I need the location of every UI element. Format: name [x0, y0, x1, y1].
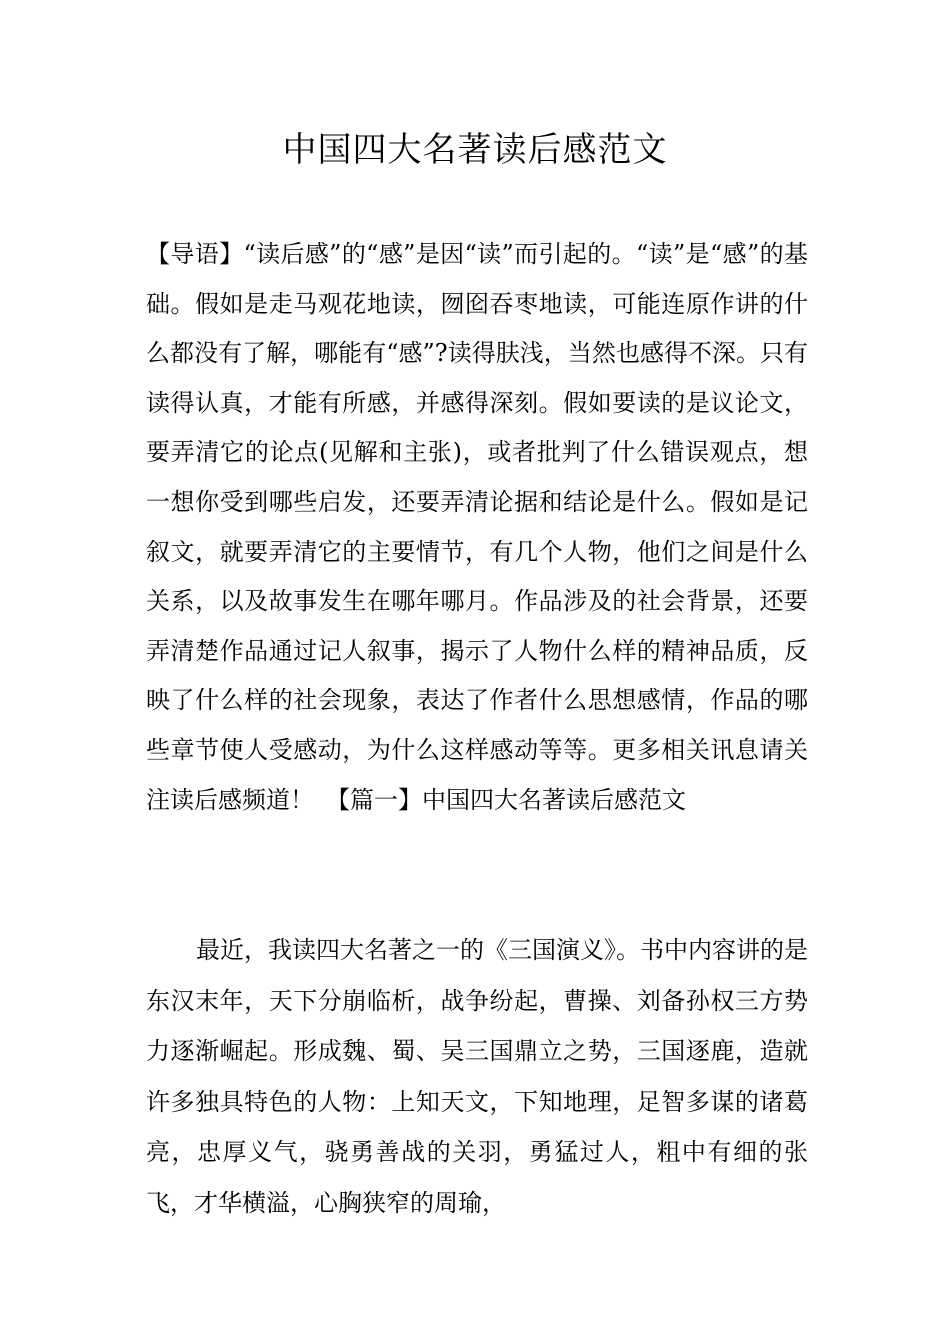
page-title: 中国四大名著读后感范文: [282, 130, 668, 170]
intro-paragraph: 【导语】“读后感”的“感”是因“读”而引起的。“读”是“感”的基础。假如是走马观花地读，囫囵吞枣地读，可能连原作讲的什么都没有了解，哪能有“感”?读得肤浅，当然也感得不深。只有读得认真，才能有所感，并感得深刻。假如要读的是议论文，要弄清它的论点(见解和主张)，或者批判了什么错误观点，想一想你受到哪些启发，还要弄清论据和结论是什么。假如是记叙文，就要弄清它的主要情节，有几个人物，他们之间是什么关系，以及故事发生在哪年哪月。作品涉及的社会背景，还要弄清楚作品通过记人叙事，揭示了人物什么样的精神品质，反映了什么样的社会现象，表达了作者什么思想感情，作品的哪些章节使人受感动，为什么这样感动等等。更多相关讯息请关注读后感频道！ 【篇一】中国四大名著读后感范文: [146, 240, 808, 814]
body-paragraph-1: 最近，我读四大名著之一的《三国演义》。书中内容讲的是东汉末年，天下分崩临析，战争纷起，曹操、刘备孙权三方势力逐渐崛起。形成魏、蜀、吴三国鼎立之势，三国逐鹿，造就许多独具特色的人物：上知天文，下知地理，足智多谋的诸葛亮，忠厚义气，骁勇善战的关羽，勇猛过人，粗中有细的张飞，才华横溢，心胸狭窄的周瑜，: [146, 936, 808, 1217]
